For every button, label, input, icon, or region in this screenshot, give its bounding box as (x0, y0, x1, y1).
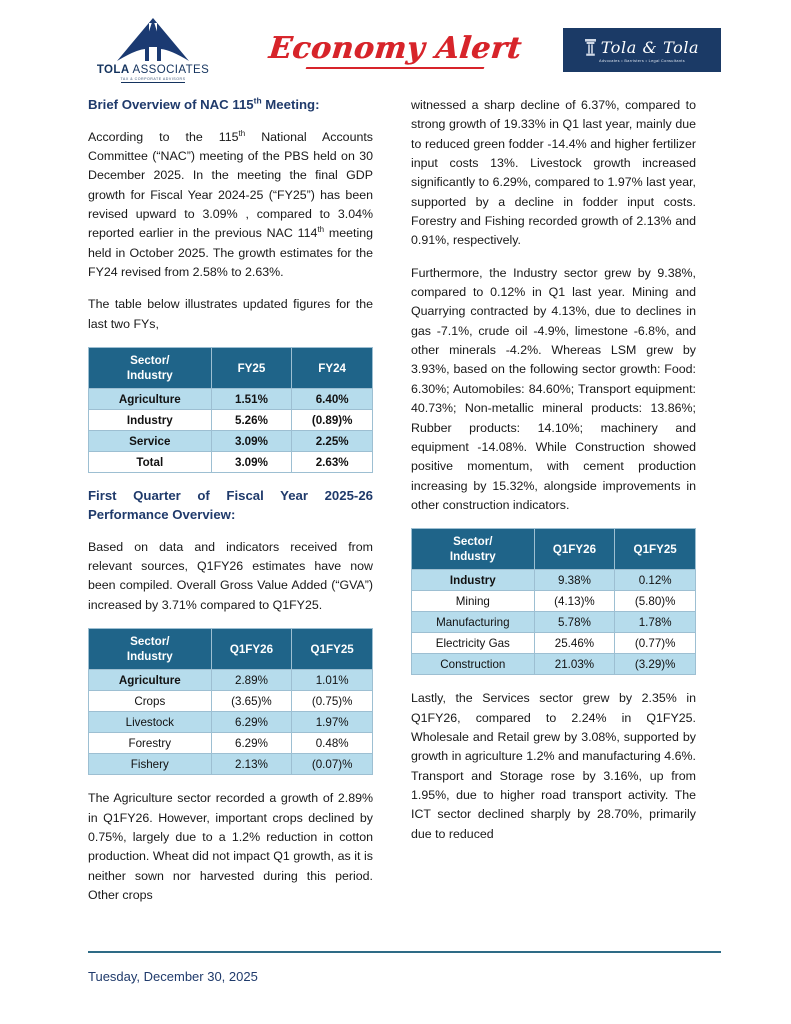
cell-value-q1fy26: 2.89% (211, 670, 292, 691)
table-row (89, 670, 373, 691)
cell-sector-label: Electricity Gas (412, 633, 535, 654)
cell-value-q1fy26: 6.29% (211, 733, 292, 754)
table-agriculture-body (89, 670, 373, 775)
cell-value-q1fy25: (0.75)% (292, 691, 373, 712)
tola-logo-name-light: ASSOCIATES (129, 64, 210, 76)
table-industry-q1 (411, 528, 696, 675)
tola-triangle-icon (116, 17, 190, 63)
cell-sector-label: Industry (412, 570, 535, 591)
cell-value-q1fy25: (5.80)% (615, 591, 696, 612)
cell-value-fy25: 3.09% (211, 452, 292, 473)
cell-value-fy24: 2.25% (292, 431, 373, 452)
heading-brief-overview (88, 96, 373, 115)
table-fy-summary (88, 347, 373, 473)
heading-q1-performance: First Quarter of Fiscal Year 2025-26 Performance Overview: (88, 488, 373, 523)
table-row (89, 754, 373, 775)
paragraph-nac-overview-c: meeting held in October 2025. The growth estimates for the FY24 revised from 2.58% to 2.63%. (88, 226, 373, 280)
paragraph-nac-sup-a: th (238, 128, 246, 138)
pillar-icon (585, 39, 596, 56)
heading-brief-overview-sup: th (253, 95, 262, 106)
table-row (412, 591, 696, 612)
left-column (88, 96, 373, 905)
cell-sector-label: Livestock (89, 712, 212, 733)
paragraph-nac-overview (88, 128, 373, 283)
table-agriculture-head (89, 629, 373, 670)
cell-value-q1fy26: 5.78% (534, 612, 615, 633)
th-sector-industry (89, 348, 212, 389)
economy-alert-underline (306, 67, 485, 69)
heading-brief-overview-post: Meeting: (261, 97, 320, 112)
cell-value-fy25: 3.09% (211, 431, 292, 452)
table-fy-summary-body (89, 389, 373, 473)
table-agriculture-q1 (88, 628, 373, 775)
cell-value-q1fy25: (0.07)% (292, 754, 373, 775)
table-row (89, 431, 373, 452)
economy-alert-title: Economy Alert (267, 31, 524, 66)
tola-associates-logo (78, 17, 228, 83)
paragraph-industry-lsm: Furthermore, the Industry sector grew by 9.38%, compared to 0.12% in Q1 last year. Mining and Quarrying contracted by 4.13%, due to declines in gas -7.1%, crude oil -4.9%, limestone -6.8%, and other minerals -4.2%. Whereas LSM grew by 3.93%, based on the following sector growth: Food: 6.30%; Automobiles: 84.60%; Transport equipment: 40.73%; Non-metallic mineral products: 13.86%; Rubber products: 14.10%; machinery and equipment -14.08%. While Construction showed positive momentum, with cement production increasing by 15.32%, alongside improvements in other construction indicators. (411, 265, 696, 512)
cell-value-q1fy25: 1.78% (615, 612, 696, 633)
document-header (0, 0, 791, 96)
cell-sector-label: Agriculture (89, 670, 212, 691)
th-sector-line1: Sector/ (130, 635, 170, 649)
document-footer (88, 951, 721, 984)
paragraph-gva-overview: Based on data and indicators received from relevant sources, Q1FY26 estimates have now been compiled. Overall Gross Value Added (“GVA”) increased by 3.71% compared to Q1FY25. (88, 539, 373, 612)
table-row (89, 733, 373, 754)
cell-value-fy25: 1.51% (211, 389, 292, 410)
th-sector-industry (89, 629, 212, 670)
cell-value-q1fy25: 1.01% (292, 670, 373, 691)
cell-sector-label: Fishery (89, 754, 212, 775)
th-sector-line1: Sector/ (130, 354, 170, 368)
cell-value-q1fy25: 0.48% (292, 733, 373, 754)
cell-sector-label: Agriculture (89, 389, 212, 410)
cell-sector-label: Total (89, 452, 212, 473)
cell-sector-label: Crops (89, 691, 212, 712)
table-fy-summary-head (89, 348, 373, 389)
paragraph-nac-sup-b: th (317, 225, 325, 235)
cell-value-q1fy26: 9.38% (534, 570, 615, 591)
tola-logo-tagline: TAX & CORPORATE ADVISORS (120, 77, 186, 81)
cell-sector-label: Service (89, 431, 212, 452)
cell-value-fy24: 2.63% (292, 452, 373, 473)
table-row (412, 633, 696, 654)
cell-value-q1fy26: (4.13)% (534, 591, 615, 612)
table-row (412, 654, 696, 675)
table-row (412, 570, 696, 591)
footer-date: Tuesday, December 30, 2025 (88, 969, 258, 984)
tola-and-tola-tagline: Advocates • Barristers • Legal Consultants (599, 58, 685, 63)
cell-value-q1fy25: 0.12% (615, 570, 696, 591)
th-sector-industry (412, 529, 535, 570)
table-row (89, 410, 373, 431)
cell-sector-label: Mining (412, 591, 535, 612)
table-industry-body (412, 570, 696, 675)
table-header-row (412, 529, 696, 570)
cell-value-q1fy26: 25.46% (534, 633, 615, 654)
th-q1fy25: Q1FY25 (292, 629, 373, 670)
cell-value-q1fy26: 21.03% (534, 654, 615, 675)
th-q1fy26: Q1FY26 (211, 629, 292, 670)
economy-alert-masthead (269, 31, 522, 69)
cell-value-q1fy26: 6.29% (211, 712, 292, 733)
paragraph-table-intro: The table below illustrates updated figures for the last two FYs, (88, 297, 373, 331)
tola-logo-name (97, 64, 209, 76)
th-sector-line2: Industry (126, 650, 173, 664)
th-sector-line1: Sector/ (453, 535, 493, 549)
table-row (89, 389, 373, 410)
cell-value-q1fy25: (0.77)% (615, 633, 696, 654)
tola-and-tola-logo (563, 28, 721, 72)
table-row (89, 712, 373, 733)
paragraph-nac-overview-a: According to the 115 (88, 129, 239, 144)
cell-sector-label: Construction (412, 654, 535, 675)
cell-value-q1fy25: 1.97% (292, 712, 373, 733)
right-column (411, 96, 696, 905)
table-row (89, 452, 373, 473)
cell-value-fy24: 6.40% (292, 389, 373, 410)
paragraph-fodder-livestock: witnessed a sharp decline of 6.37%, compared to strong growth of 19.33% in Q1 last year, mainly due to reduced green fodder -14.4% and higher fertilizer input costs 13%. Livestock growth increased significantly to 6.29%, compared to 1.97% last year, supported by a decline in fodder input costs. Forestry and Fishing recorded growth of 2.13% and 0.91%, respectively. (411, 98, 696, 248)
paragraph-nac-overview-b: National Accounts Committee (“NAC”) meeting of the PBS held on 30 December 2025. In the meeting the final GDP growth for Fiscal Year 2024-25 (“FY25”) has been revised upward to 3.09% , compared to 3.04% reported earlier in the previous NAC 114 (88, 129, 373, 241)
tola-logo-name-bold: TOLA (96, 64, 130, 76)
table-industry-head (412, 529, 696, 570)
cell-sector-label: Manufacturing (412, 612, 535, 633)
cell-sector-label: Forestry (89, 733, 212, 754)
cell-value-q1fy25: (3.29)% (615, 654, 696, 675)
heading-brief-overview-pre: Brief Overview of NAC 115 (88, 97, 254, 112)
table-header-row (89, 629, 373, 670)
th-sector-line2: Industry (449, 550, 496, 564)
cell-value-q1fy26: (3.65)% (211, 691, 292, 712)
table-header-row (89, 348, 373, 389)
table-row (89, 691, 373, 712)
cell-value-fy25: 5.26% (211, 410, 292, 431)
paragraph-services-sector: Lastly, the Services sector grew by 2.35% in Q1FY26, compared to 2.24% in Q1FY25. Wholesale and Retail grew by 3.08%, supported by growth in agriculture 1.2% and manufacturing 4.6%. Transport and Storage rose by 3.16%, up from 1.95%, due to higher road transport activity. The ICT sector declined sharply by 28.70%, primarily due to reduced (411, 691, 696, 841)
footer-divider (88, 951, 721, 953)
table-row (412, 612, 696, 633)
tola-and-tola-name: Tola & Tola (600, 37, 700, 57)
tola-and-tola-row (585, 38, 699, 57)
th-fy25: FY25 (211, 348, 292, 389)
cell-value-fy24: (0.89)% (292, 410, 373, 431)
th-sector-line2: Industry (126, 369, 173, 383)
th-fy24: FY24 (292, 348, 373, 389)
cell-sector-label: Industry (89, 410, 212, 431)
th-q1fy25: Q1FY25 (615, 529, 696, 570)
paragraph-agriculture-analysis: The Agriculture sector recorded a growth of 2.89% in Q1FY26. However, important crops declined by 0.75%, largely due to a 1.2% reduction in cotton production. Wheat did not impact Q1 growth, as it is neither sown nor harvested during this period. Other crops (88, 791, 373, 902)
th-q1fy26: Q1FY26 (534, 529, 615, 570)
cell-value-q1fy26: 2.13% (211, 754, 292, 775)
document-body (0, 96, 791, 905)
